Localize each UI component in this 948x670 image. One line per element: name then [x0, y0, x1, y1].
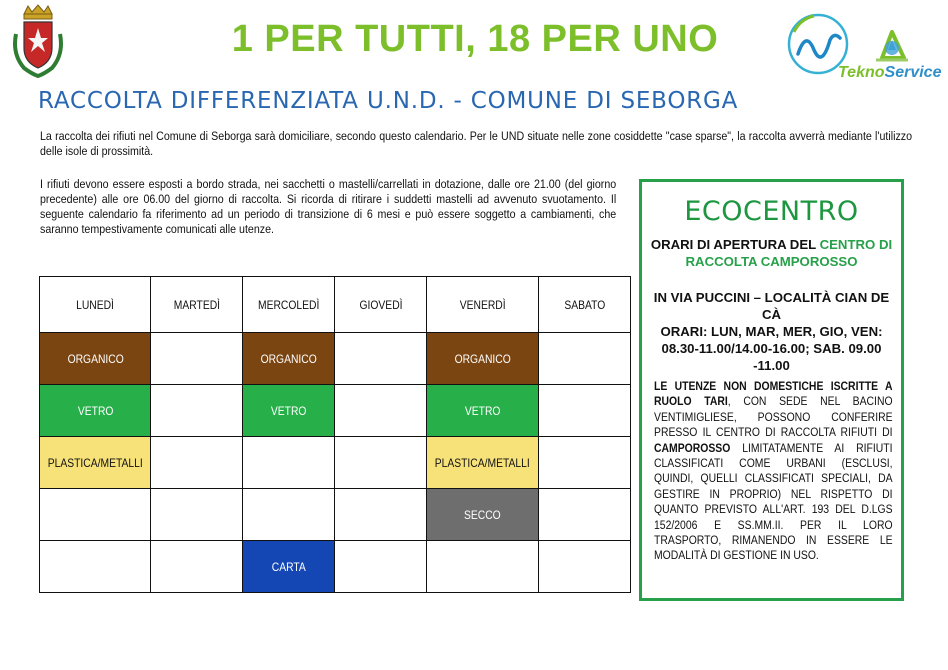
teknoservice-wordmark — [838, 64, 941, 82]
schedule-cell-empty — [151, 541, 243, 593]
schedule-cell-vetro — [427, 385, 538, 437]
schedule-cell-empty — [243, 437, 335, 489]
schedule-cell-plastica — [427, 437, 538, 489]
cell-label: PLASTICA/METALLI — [435, 455, 531, 470]
schedule-cell-empty — [427, 541, 538, 593]
schedule-cell-organico — [427, 333, 538, 385]
ecocentro-title: ECOCENTRO — [684, 196, 859, 227]
schedule-cell-empty — [243, 489, 335, 541]
comune-crest-logo — [10, 4, 66, 78]
page-subtitle: RACCOLTA DIFFERENZIATA U.N.D. - COMUNE DI SEBORGA — [38, 88, 739, 114]
schedule-cell-empty — [538, 333, 630, 385]
table-row — [40, 489, 631, 541]
schedule-cell-empty — [151, 333, 243, 385]
day-header — [243, 277, 335, 333]
schedule-cell-vetro — [40, 385, 151, 437]
tekno-word: Tekno — [838, 64, 885, 81]
collection-schedule-table — [39, 276, 631, 593]
schedule-cell-empty — [335, 385, 427, 437]
service-word: Service — [884, 64, 942, 81]
schedule-cell-plastica — [40, 437, 151, 489]
day-header — [538, 277, 630, 333]
schedule-cell-organico — [243, 333, 335, 385]
day-header-label: MARTEDÌ — [173, 297, 221, 312]
table-row — [40, 333, 631, 385]
day-header — [151, 277, 243, 333]
cell-label: VETRO — [77, 403, 114, 418]
cell-label: CARTA — [271, 559, 306, 574]
day-header — [427, 277, 538, 333]
schedule-cell-empty — [335, 437, 427, 489]
cell-label: ORGANICO — [67, 351, 124, 366]
schedule-cell-empty — [40, 541, 151, 593]
note-bold-2: CAMPOROSSO — [654, 440, 731, 455]
table-row — [40, 541, 631, 593]
cell-label: PLASTICA/METALLI — [47, 455, 143, 470]
intro-paragraph-1: La raccolta dei rifiuti nel Comune di Seborga sarà domiciliare, secondo questo calendario. Per le UND situate nelle zone cosiddette "case sparse", la raccolta avverrà mediante l'utilizzo delle isole di prossimità. — [40, 129, 913, 158]
table-row — [40, 437, 631, 489]
ecocentro-box — [639, 179, 904, 601]
schedule-cell-empty — [538, 385, 630, 437]
schedule-cell-empty — [335, 333, 427, 385]
schedule-cell-organico — [40, 333, 151, 385]
day-header-label: VENERDÌ — [459, 297, 506, 312]
day-header-label: GIOVEDÌ — [359, 297, 403, 312]
cell-label: ORGANICO — [454, 351, 511, 366]
schedule-cell-empty — [151, 489, 243, 541]
table-header-row — [40, 277, 631, 333]
schedule-cell-carta — [243, 541, 335, 593]
day-header-label: MERCOLEDÌ — [258, 297, 320, 312]
hours-intro: ORARI DI APERTURA DEL — [650, 237, 816, 252]
day-header — [335, 277, 427, 333]
note-bold-1: LE UTENZE NON DOMESTICHE ISCRITTE A RUOLO TARI — [654, 379, 893, 409]
table-row — [40, 385, 631, 437]
day-header — [40, 277, 151, 333]
schedule-cell-secco — [427, 489, 538, 541]
opening-hours-line: ORARI: LUN, MAR, MER, GIO, VEN: 08.30-11.00/14.00-16.00; SAB. 09.00 -11.00 — [660, 324, 883, 373]
cell-label: VETRO — [271, 403, 307, 418]
schedule-cell-empty — [151, 437, 243, 489]
schedule-cell-empty — [538, 541, 630, 593]
day-header-label: SABATO — [564, 297, 605, 312]
page-headline: 1 PER TUTTI, 18 PER UNO — [231, 18, 719, 60]
cell-label: SECCO — [464, 507, 502, 522]
schedule-cell-empty — [151, 385, 243, 437]
note-text-1: , CON SEDE NEL BACINO VENTIMIGLIESE, POSSONO CONFERIRE PRESSO IL CENTRO DI RACCOLTA RIFIUTI DI — [654, 394, 893, 440]
cell-label: VETRO — [464, 403, 501, 418]
non-domestic-users-note — [654, 379, 893, 564]
schedule-cell-empty — [40, 489, 151, 541]
note-text-2: LIMITATAMENTE AI RIFIUTI CLASSIFICATI COME URBANI (ESCLUSI, QUINDI, QUELLI CLASSIFICATI SPECIALI, DA GESTIRE IN PROPRIO) NEL RISPETTO DI QUANTO PREVISTO ALL'ART. 193 DEL D.LGS 152/2006 E SS.MM.II. PER IL LORO TRASPORTO, RIMANENDO IN ESSERE LE MODALITÀ DI GESTIONE IN USO. — [654, 440, 893, 563]
schedule-cell-empty — [538, 437, 630, 489]
schedule-cell-empty — [335, 541, 427, 593]
schedule-cell-empty — [538, 489, 630, 541]
schedule-cell-empty — [335, 489, 427, 541]
ecocentro-address-hours — [650, 289, 893, 374]
schedule-cell-vetro — [243, 385, 335, 437]
address-line: IN VIA PUCCINI – LOCALITÀ CIAN DE CÀ — [653, 290, 890, 322]
intro-paragraph-2: I rifiuti devono essere esposti a bordo strada, nei sacchetti o mastelli/carrellati in dotazione, dalle ore 21.00 (del giorno precedente) alle ore 06.00 del giorno di raccolta. Si ricorda di ritirare i suddetti mastelli ad avvenuto svuotamento. Il seguente calendario fa riferimento ad un periodo di transizione di 6 mesi e può essere soggetto a cambiamenti, che saranno tempestivamente comunicati alle utenze. — [40, 177, 617, 236]
cell-label: ORGANICO — [260, 351, 318, 366]
day-header-label: LUNEDÌ — [76, 297, 115, 312]
hours-center-name: CENTRO DI RACCOLTA CAMPOROSSO — [685, 237, 893, 269]
ecocentro-hours-heading — [650, 236, 893, 270]
